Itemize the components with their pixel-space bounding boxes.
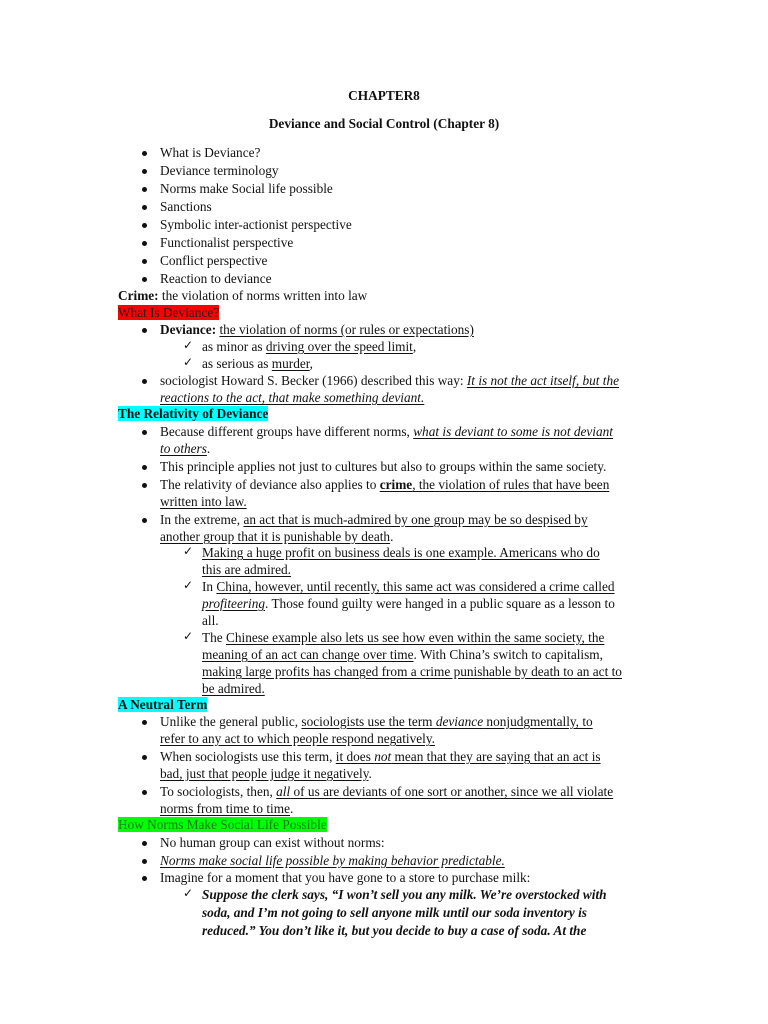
list-item: This principle applies not just to cultures but also to groups within the same society. [160,459,607,474]
list-item [202,544,600,561]
bullet-icon [142,259,147,264]
list-item: Functionalist perspective [160,235,294,250]
list-item-continued [202,561,291,578]
bullet-icon [142,859,147,864]
checkmark-icon: ✓ [183,629,194,643]
text: . With China’s switch to capitalism, [413,647,603,662]
text: In [202,579,217,594]
checkmark-icon: ✓ [183,544,194,558]
list-item [160,748,601,765]
list-item: Conflict perspective [160,253,268,268]
chapter-title: Deviance and Social Control (Chapter 8) [268,116,500,131]
text: not [374,749,392,764]
text: as serious as [202,356,272,371]
text: sociologist Howard S. Becker (1966) described this way: [160,373,467,388]
crime-text: the violation of norms written into law [158,288,368,303]
list-item-continued [202,595,615,612]
bullet-icon [142,876,147,881]
heading-text: The Relativity of Deviance [118,406,269,421]
bullet-icon [142,277,147,282]
text: , [412,339,417,354]
list-item-continued [160,493,247,510]
section-heading-neutral-term [118,696,207,713]
text: In the extreme, [160,512,244,527]
list-item [160,423,613,440]
text: The relativity of deviance also applies to [160,477,380,492]
list-item-continued [202,680,265,697]
list-item: Reaction to deviance [160,271,272,286]
bullet-icon [142,379,147,384]
text: China, however, until recently, this same act was considered a crime called [216,579,615,594]
list-item-continued [160,389,424,406]
list-item-continued [160,730,435,747]
list-item-continued [160,440,210,457]
bullet-icon [142,430,147,435]
text: another group that it is punishable by death [160,529,391,544]
text: deviance [435,714,484,729]
list-item: Deviance terminology [160,163,279,178]
text: mean that they are saying that an act is [391,749,601,764]
text: reactions to the act, that make something deviant. [160,390,425,405]
text: all [276,784,291,799]
bullet-icon [142,187,147,192]
list-item [160,511,588,528]
list-item [160,372,619,389]
list-item: Symbolic inter-actionist perspective [160,217,352,232]
text: Because different groups have different norms, [160,424,414,439]
text: to others [160,441,207,456]
text: this are admired. [202,562,291,577]
crime-term: Crime: [118,288,159,303]
text: , the violation of rules that have been [412,477,610,492]
list-item: Norms make Social life possible [160,181,333,196]
chapter-heading: CHAPTER8 [348,88,420,103]
bullet-icon [142,755,147,760]
text: . [390,529,394,544]
deviance-term: Deviance: [160,322,217,337]
list-item-continued [202,612,219,629]
checkmark-icon: ✓ [183,886,194,900]
checkmark-icon: ✓ [183,578,194,592]
list-item: What is Deviance? [160,145,261,160]
text: driving over the speed limit [265,339,413,354]
text: as minor as [202,339,266,354]
text: an act that is much-admired by one group may be so despised by [243,512,588,527]
text: Unlike the general public, [160,714,302,729]
text: Norms make social life possible by making behavior predictable. [160,853,505,868]
list-item-continued [202,646,603,663]
text: of us are deviants of one sort or another, since we all violate [290,784,614,799]
checkmark-icon: ✓ [183,355,194,369]
list-item-continued [160,765,372,782]
bullet-icon [142,205,147,210]
section-heading-relativity [118,405,268,422]
list-item [160,783,613,800]
text: . [368,766,372,781]
bullet-icon [142,223,147,228]
section-heading-what-is-deviance [118,304,219,321]
list-item [160,713,593,730]
list-item [202,629,604,646]
bullet-icon [142,169,147,174]
list-item: Sanctions [160,199,212,214]
text: written into law. [160,494,247,509]
list-item [202,355,313,372]
list-item: No human group can exist without norms: [160,835,385,850]
list-item [160,852,505,869]
section-heading-norms [118,816,327,833]
text: it does [335,749,375,764]
heading-text: How Norms Make Social Life Possible [118,817,327,832]
text: Making a huge profit on business deals is one example. Americans who do [202,545,600,560]
text: murder [271,356,310,371]
text: nonjudgmentally, to [483,714,593,729]
list-item-continued [160,800,293,817]
text: profiteering [202,596,266,611]
text: It is not the act itself, but the [466,373,620,388]
text: . [206,441,211,456]
text: sociologists use the term [301,714,436,729]
text: . [290,801,294,816]
deviance-definition [160,321,474,338]
text: be admired. [202,681,265,696]
text: crime [379,477,413,492]
bullet-icon [142,151,147,156]
bullet-icon [142,483,147,488]
deviance-def: the violation of norms (or rules or expectations) [219,322,474,337]
text: what is deviant to some is not deviant [413,424,613,439]
bullet-icon [142,328,147,333]
heading-text: What Is Deviance? [118,305,220,320]
list-item-continued: reduced.” You don’t like it, but you decide to buy a case of soda. At the [202,923,587,938]
text: To sociologists, then, [160,784,277,799]
text: norms from time to time [160,801,290,816]
text: . Those found guilty were hanged in a public square as a lesson to [265,596,615,611]
text: making large profits has changed from a crime punishable by death to an act to [202,664,622,679]
heading-text: A Neutral Term [118,697,208,712]
text: , [309,356,313,371]
text: meaning of an act can change over time [202,647,414,662]
bullet-icon [142,241,147,246]
text: bad, just that people judge it negatively [160,766,369,781]
crime-definition [118,287,367,304]
bullet-icon [142,790,147,795]
list-item-continued [202,663,622,680]
list-item [202,578,615,595]
text: When sociologists use this term, [160,749,336,764]
list-item-continued: soda, and I’m not going to sell anyone milk until our soda inventory is [202,905,587,920]
checkmark-icon: ✓ [183,338,194,352]
bullet-icon [142,720,147,725]
text: all. [202,613,219,628]
list-item: Suppose the clerk says, “I won’t sell you any milk. We’re overstocked with [202,887,607,902]
list-item [202,338,416,355]
bullet-icon [142,465,147,470]
text: Chinese example also lets us see how even within the same society, the [226,630,605,645]
text: refer to any act to which people respond negatively. [160,731,435,746]
text: The [202,630,226,645]
bullet-icon [142,518,147,523]
list-item-continued [160,528,393,545]
bullet-icon [142,841,147,846]
list-item [160,476,609,493]
list-item: Imagine for a moment that you have gone to a store to purchase milk: [160,870,531,885]
